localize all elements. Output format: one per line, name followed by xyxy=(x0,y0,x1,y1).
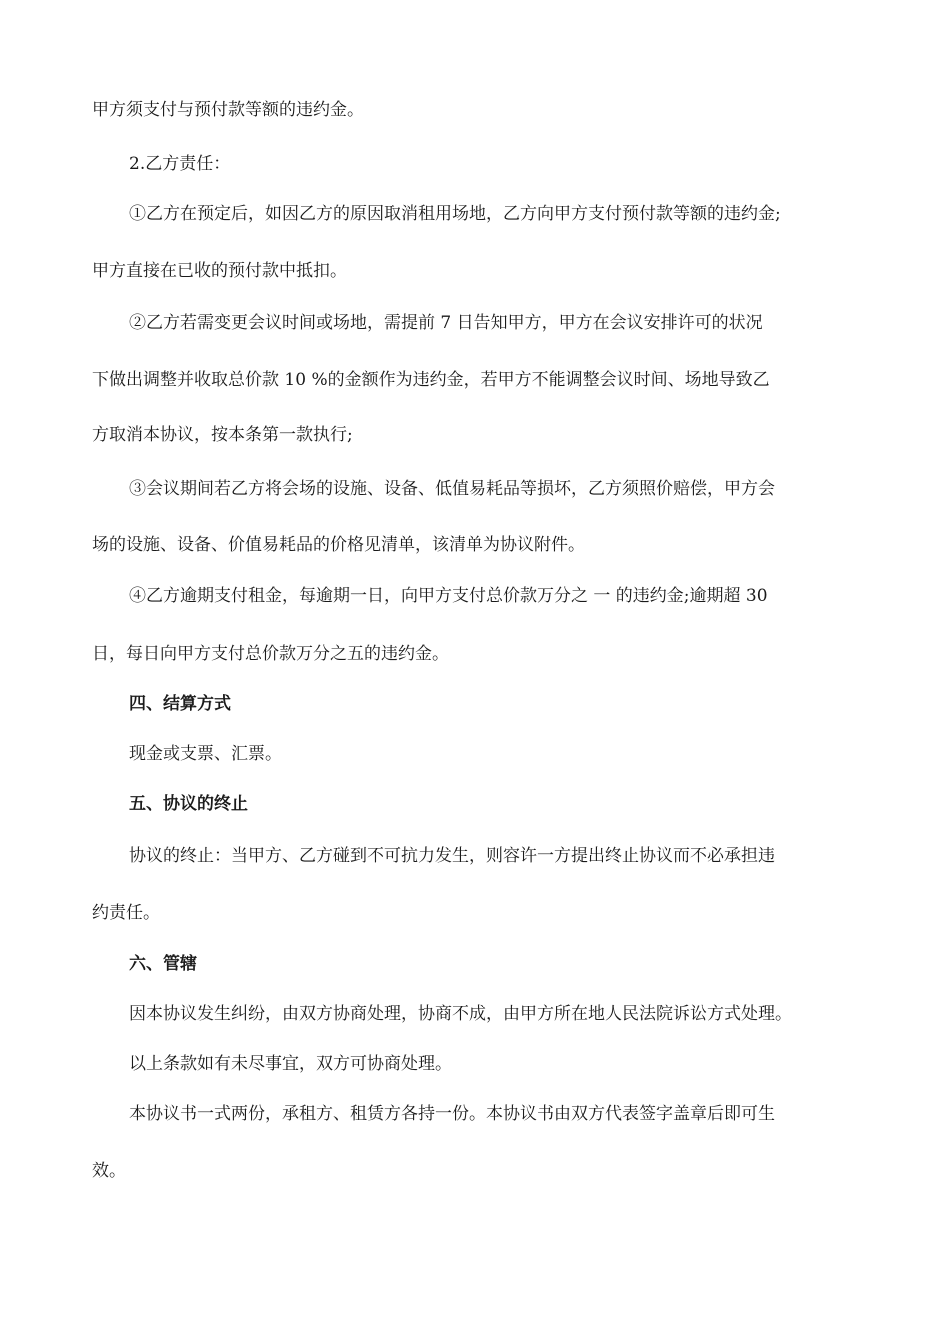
section-heading: 六、管辖 xyxy=(129,954,197,974)
paragraph-line: 下做出调整并收取总价款 10 %的金额作为违约金，若甲方不能调整会议时间、场地导致乙 xyxy=(92,370,770,390)
paragraph-line: 甲方须支付与预付款等额的违约金。 xyxy=(92,100,364,120)
paragraph-line: ②乙方若需变更会议时间或场地，需提前 7 日告知甲方，甲方在会议安排许可的状况 xyxy=(129,313,763,333)
paragraph-line: 甲方直接在已收的预付款中抵扣。 xyxy=(92,261,347,281)
paragraph-line: 约责任。 xyxy=(92,903,160,923)
paragraph-line: ③会议期间若乙方将会场的设施、设备、低值易耗品等损坏，乙方须照价赔偿，甲方会 xyxy=(129,479,775,499)
paragraph-line: ①乙方在预定后，如因乙方的原因取消租用场地，乙方向甲方支付预付款等额的违约金; xyxy=(129,204,781,224)
paragraph-line: 协议的终止：当甲方、乙方碰到不可抗力发生，则容许一方提出终止协议而不必承担违 xyxy=(129,846,775,866)
section-heading: 五、协议的终止 xyxy=(129,794,248,814)
paragraph-line: 日，每日向甲方支付总价款万分之五的违约金。 xyxy=(92,644,449,664)
paragraph-line: 场的设施、设备、价值易耗品的价格见清单，该清单为协议附件。 xyxy=(92,535,585,555)
paragraph-line: 效。 xyxy=(92,1161,126,1181)
paragraph-line: 因本协议发生纠纷，由双方协商处理，协商不成，由甲方所在地人民法院诉讼方式处理。 xyxy=(129,1004,792,1024)
paragraph-line: ④乙方逾期支付租金，每逾期一日，向甲方支付总价款万分之 一 的违约金;逾期超 30 xyxy=(129,586,768,606)
paragraph-line: 方取消本协议，按本条第一款执行; xyxy=(92,425,353,445)
section-heading: 四、结算方式 xyxy=(129,694,231,714)
paragraph-line: 2.乙方责任： xyxy=(129,154,231,174)
paragraph-line: 以上条款如有未尽事宜，双方可协商处理。 xyxy=(129,1054,452,1074)
paragraph-line: 本协议书一式两份，承租方、租赁方各持一份。本协议书由双方代表签字盖章后即可生 xyxy=(129,1104,775,1124)
paragraph-line: 现金或支票、汇票。 xyxy=(129,744,282,764)
